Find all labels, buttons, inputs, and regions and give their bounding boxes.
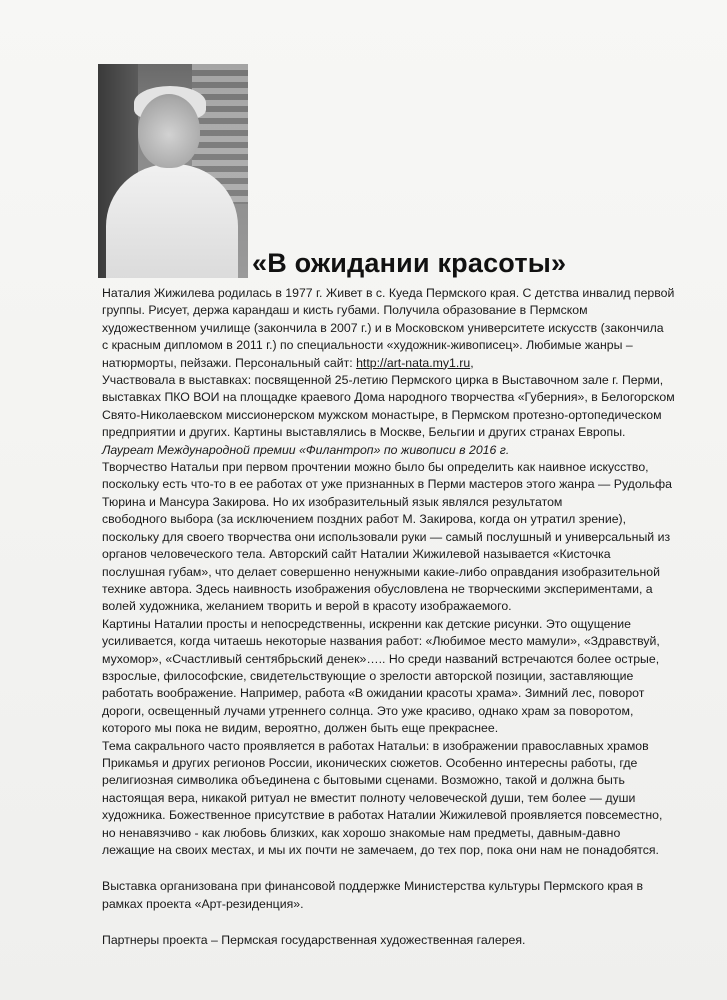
body-line: предприятии и других. Картины выставлялись в Москве, Бельгии и других странах Европы. xyxy=(102,425,626,440)
body-line-with-link xyxy=(102,355,662,372)
body-line: Картины Наталии просты и непосредственны, искренни как детские рисунки. Это ощущение xyxy=(102,616,632,631)
paragraph-gap xyxy=(102,859,662,878)
body-line: художника. Божественное присутствие в работах Наталии Жижилевой проявляется повсеместно, xyxy=(102,808,663,823)
body-line: Прикамья и других регионов России, иконических сюжетов. Особенно интересны работы, где xyxy=(102,755,638,770)
body-line: Выставка организована при финансовой поддержке Министерства культуры Пермского края в xyxy=(102,879,644,894)
partners-line: Партнеры проекта – Пермская государственная художественная галерея. xyxy=(102,933,526,948)
body-line: лежащие на своих местах, и мы их почти не замечаем, до тех пор, пока они нам не понадобятся. xyxy=(102,843,659,857)
body-line: Творчество Натальи при первом прочтении можно было бы определить как наивное искусство, xyxy=(102,460,649,475)
paragraph-gap xyxy=(102,913,662,932)
body-line: которого мы пока не видим, вероятно, должен быть еще прекраснее. xyxy=(102,721,499,736)
body-line: усиливается, когда читаешь некоторые названия работ: «Любимое место мамули», «Здравствуй, xyxy=(102,634,660,649)
body-line: Тема сакрального часто проявляется в работах Натальи: в изображении православных храмов xyxy=(102,738,649,753)
body-line: свободного выбора (за исключением поздних работ М. Закирова, когда он утратил зрение), xyxy=(102,512,627,527)
article-title: «В ожидании красоты» xyxy=(252,248,567,278)
body-line: Свято-Николаевском миссионерском мужском монастыре, в Пермском протезно-ортопедическом xyxy=(102,407,662,422)
body-line: выставках ПКО ВОИ на площадке краевого Дома народного творчества «Губерния», в Белогорском xyxy=(102,390,675,405)
link-suffix: , xyxy=(470,355,474,370)
body-line-text: натюрморты, пейзажи. Персональный сайт: xyxy=(102,355,357,370)
photo-figure-body xyxy=(106,164,238,278)
body-line: Участвовала в выставках: посвященной 25-летию Пермского цирка в Выставочном зале г. Перми, xyxy=(102,373,664,388)
body-line: Тюрина и Мансура Закирова. Но их изобразительный язык являлся результатом xyxy=(102,494,563,509)
body-line: но ненавязчиво - как любовь близких, как хорошо знакомые нам предметы, давным-давно xyxy=(102,825,621,840)
body-line: Наталия Жижилева родилась в 1977 г. Живет в с. Куеда Пермского края. С детства инвалид первой xyxy=(102,286,675,300)
body-line: рамках проекта «Арт-резиденция». xyxy=(102,896,304,911)
body-line: поскольку есть что-то в ее работах от уже признанных в Перми мастеров этого жанра — Рудольфа xyxy=(102,477,672,492)
body-line: художественном училище (закончила в 2007 г.) и в Московском университете искусств (закончила xyxy=(102,320,664,335)
photo-figure-head xyxy=(138,94,200,168)
body-line: дороги, освещенный лучами утреннего солнца. Это уже красиво, однако храм за поворотом, xyxy=(102,703,634,718)
body-line: поскольку для своего творчества они использовали руки — самый послушный и универсальный из xyxy=(102,529,671,544)
award-line: Лауреат Международной премии «Филантроп» по живописи в 2016 г. xyxy=(102,442,510,457)
body-line: волей художника, желанием творить и верой в красоту изображаемого. xyxy=(102,599,512,614)
body-line: религиозная символика объединена с бытовыми сценами. Возможно, такой и должна быть xyxy=(102,773,625,788)
body-line: настоящая вера, никакой ритуал не вместит полноту человеческой души, тем более — души xyxy=(102,790,636,805)
body-line: послушная губам», что делает совершенно ненужными какие-либо оправдания изобразительной xyxy=(102,564,660,579)
artist-photo xyxy=(98,64,248,278)
body-line: технике автора. Здесь наивность изображения обусловлена не творческими экспериментами, а xyxy=(102,581,653,596)
body-line: взрослые, философские, свидетельствующие о зрелости авторской позиции, заставляющие xyxy=(102,668,634,683)
body-line: мухомор», «Счастливый сентябрьский денек»….. Но среди названий встречаются более острые, xyxy=(102,651,660,666)
body-line: группы. Рисует, держа карандаш и кисть губами. Получила образование в Пермском xyxy=(102,303,588,318)
body-line: с красным дипломом в 2011 г.) по специальности «художник-живописец». Любимые жанры – xyxy=(102,338,633,353)
article-body xyxy=(102,285,675,950)
personal-site-link[interactable]: http://art-nata.my1.ru xyxy=(356,355,471,370)
body-line: работать воображение. Например, работа «В ожидании красоты храма». Зимний лес, поворот xyxy=(102,686,645,701)
body-line: органов человеческого тела. Авторский сайт Наталии Жижилевой называется «Кисточка xyxy=(102,547,611,562)
